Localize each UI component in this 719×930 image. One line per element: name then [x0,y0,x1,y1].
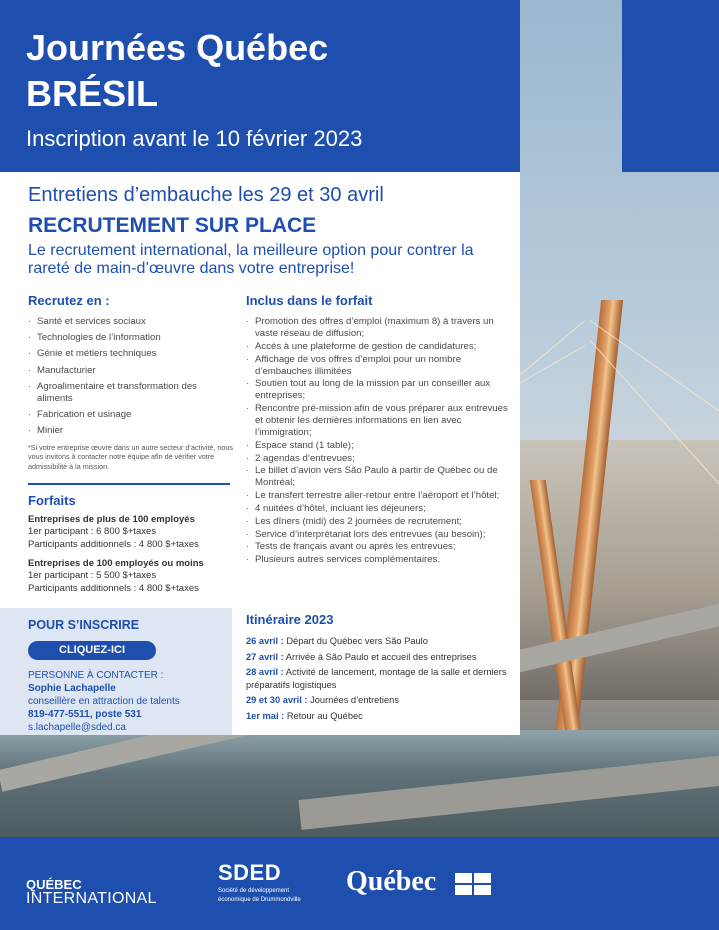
sded-logo: SDED Société de développement économique de Drummondville [218,860,301,903]
plus100-additional-price: Participants additionnels : 4 800 $+taxes [28,539,199,551]
inclus-title: Inclus dans le forfait [246,293,373,308]
list-item: · Plusieurs autres services complémentaires. [246,554,518,566]
title-line-2: BRÉSIL [26,73,159,114]
header-accent-strip [622,0,719,172]
list-item: · Affichage de vos offres d’emploi pour un nombre d’embauches illimitées [246,354,518,378]
list-item: · Génie et métiers techniques [28,348,238,360]
itinerary-section [246,612,516,725]
divider [28,483,230,485]
moins100-first-price: 1er participant : 5 500 $+taxes [28,569,157,581]
itinerary-row: 27 avril : Arrivée à São Paulo et accueil des entreprises [246,651,477,662]
intro-text: Le recrutement international, la meilleure option pour contrer la rareté de main-d’œuvre dans votre entreprise! [28,242,474,278]
moins100-additional-price: Participants additionnels : 4 800 $+taxes [28,582,199,594]
contact-name: Sophie Lachapelle [28,683,116,694]
list-item: · Santé et services sociaux [28,316,238,328]
moins100-title: Entreprises de 100 employés ou moins [28,557,204,569]
list-item: · Rencontre pré-mission afin de vous préparer aux entrevues et obtenir les dernières informations en lien avec l’immigration; [246,403,518,439]
recrutez-title: Recrutez en : [28,293,110,308]
contact-details [28,669,228,734]
forfaits-section [28,493,238,595]
itinerary-row: 1er mai : Retour au Québec [246,710,363,721]
list-item: · 4 nuitées d’hôtel, incluant les déjeuners; [246,503,518,515]
list-item: · Minier [28,425,238,437]
forfaits-title: Forfaits [28,493,76,508]
recrutez-section [28,293,238,471]
contact-label: PERSONNE À CONTACTER : [28,670,164,681]
sector-list [28,316,238,437]
itinerary-row: 28 avril : Activité de lancement, montage de la salle et derniers préparatifs logistiques [246,667,507,690]
contact-role: conseillère en attraction de talents [28,696,180,707]
included-list [246,316,518,566]
contact-phone: 819-477-5511, poste 531 [28,709,142,720]
list-item: · Fabrication et usinage [28,409,238,421]
fleur-de-lys-icon [455,873,491,895]
register-title: POUR S’INSCRIRE [28,618,140,632]
recruitment-title: RECRUTEMENT SUR PLACE [28,214,317,237]
list-item: · Le transfert terrestre aller-retour entre l’aéroport et l’hôtel; [246,490,518,502]
list-item: · Les dîners (midi) des 2 journées de recrutement; [246,516,518,528]
quebec-international-logo: QUÉBEC INTERNATIONAL [26,877,157,907]
plus100-first-price: 1er participant : 6 800 $+taxes [28,526,157,537]
itinerary-row: 26 avril : Départ du Québec vers São Paulo [246,636,428,646]
itinerary-row: 29 et 30 avril : Journées d’entretiens [246,695,399,706]
title-line-1: Journées Québec [26,27,329,68]
list-item: · Agroalimentaire et transformation des aliments [28,381,203,405]
list-item: · Accès à une plateforme de gestion de candidatures; [246,341,518,353]
registration-deadline: Inscription avant le 10 février 2023 [26,126,363,151]
quebec-government-logo: Québec [346,866,437,897]
list-item: · Manufacturier [28,365,238,377]
itinerary-title: Itinéraire 2023 [246,612,334,627]
list-item: · Service d’interprétariat lors des entrevues (au besoin); [246,529,518,541]
contact-box [0,608,232,735]
list-item: · Espace stand (1 table); [246,440,518,452]
contact-email[interactable]: s.lachapelle@sded.ca [28,722,126,733]
inclus-section [246,293,518,567]
plus100-title: Entreprises de plus de 100 employés [28,514,195,525]
list-item: · Tests de français avant ou après les entrevues; [246,541,518,553]
interview-dates: Entretiens d’embauche les 29 et 30 avril [28,184,384,206]
list-item: · Le billet d’avion vers São Paulo à partir de Québec ou de Montréal; [246,465,518,489]
list-item: · Promotion des offres d’emploi (maximum 8) à travers un vaste réseau de diffusion; [246,316,518,340]
list-item: · Technologies de l’information [28,332,238,344]
list-item: · Soutien tout au long de la mission par un conseiller aux entreprises; [246,378,518,402]
sector-note: *Si votre entreprise œuvre dans un autre secteur d’activité, nous vous invitons à contacter notre équipe afin de vérifier votre admissibilité à la mission. [28,443,233,471]
list-item: · 2 agendas d’entrevues; [246,453,518,465]
register-button[interactable]: CLIQUEZ-ICI [28,641,156,660]
